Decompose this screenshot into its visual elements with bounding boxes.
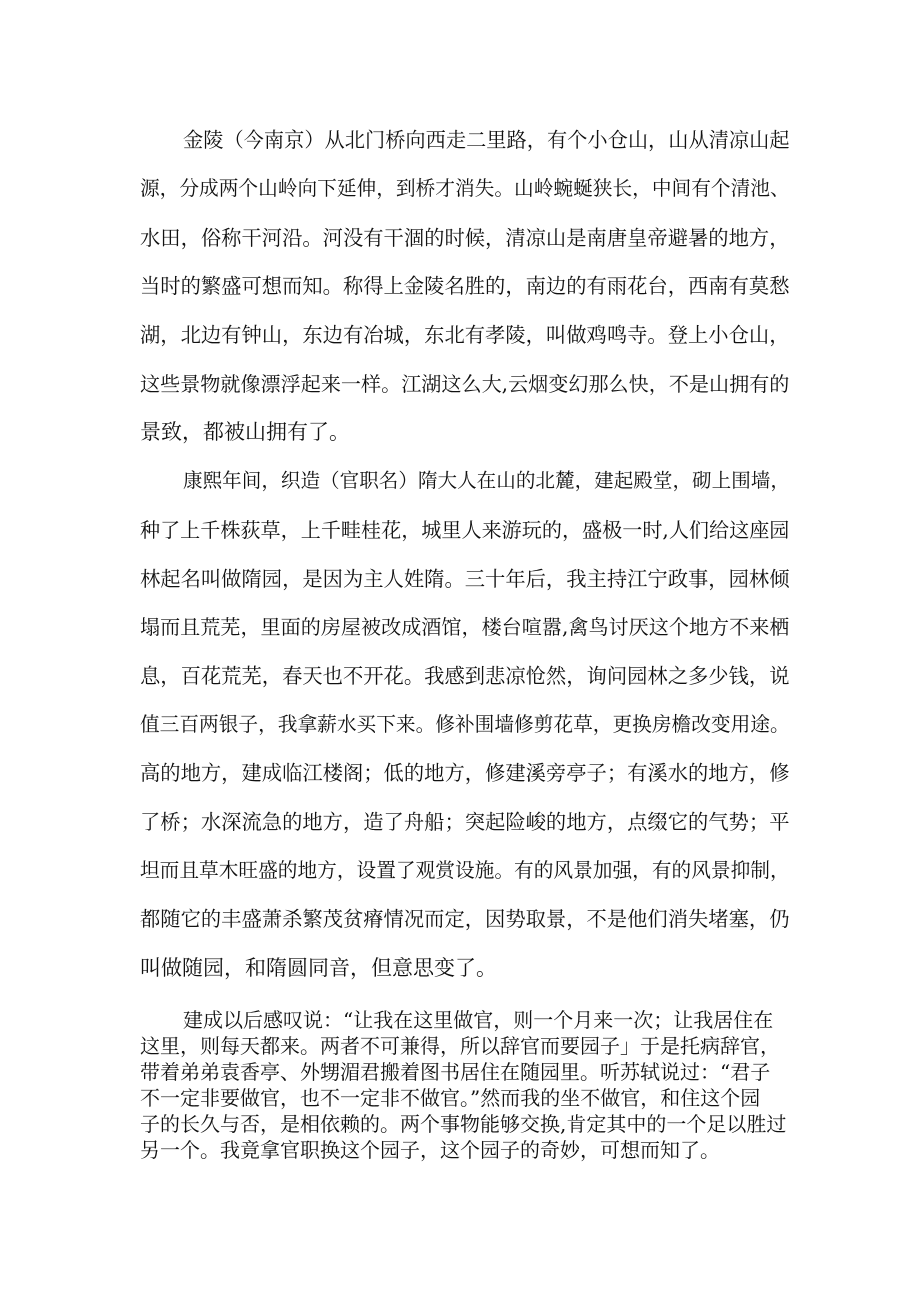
text-line: 高的地方，建成临江楼阁；低的地方，修建溪旁亭子；有溪水的地方，修	[140, 761, 790, 785]
text-line: 这里，则每天都来。两者不可兼得，所以辞官而要园子」于是托病辞官，	[140, 1034, 780, 1058]
text-line: 子的长久与否，是相依赖的。两个事物能够交换,肯定其中的一个足以胜过	[140, 1112, 787, 1136]
text-line: 种了上千株荻草，上千畦桂花，城里人来游玩的，盛极一时,人们给这座园	[140, 518, 790, 542]
text-line: 坦而且草木旺盛的地方，设置了观赏设施。有的风景加强，有的风景抑制，	[140, 859, 790, 882]
text-line: 了桥；水深流急的地方，造了舟船；突起险峻的地方，点缀它的气势；平	[140, 810, 790, 834]
text-line: 不一定非要做官，也不一定非不做官。”然而我的坐不做官，和住这个园	[140, 1086, 761, 1110]
text-line: 息，百花荒芜，春天也不开花。我感到悲凉怆然，询问园林之多少钱，说	[140, 664, 790, 688]
text-line: 这些景物就像漂浮起来一样。江湖这么大,云烟变幻那么快，不是山拥有的	[140, 372, 790, 396]
text-line: 另一个。我竟拿官职换这个园子，这个园子的奇妙，可想而知了。	[140, 1138, 720, 1162]
text-line: 金陵（今南京）从北门桥向西走二里路，有个小仓山，山从清凉山起	[183, 128, 790, 152]
text-line: 源，分成两个山岭向下延伸，到桥才消失。山岭蜿蜒狭长，中间有个清池、	[140, 177, 790, 200]
text-line: 湖，北边有钟山，东边有冶城，东北有孝陵，叫做鸡鸣寺。登上小仓山，	[140, 323, 790, 347]
text-line: 水田，俗称干河沿。河没有干涸的时候，清凉山是南唐皇帝避暑的地方，	[140, 226, 790, 250]
text-line: 建成以后感叹说：“让我在这里做官，则一个月来一次；让我居住在	[183, 1008, 774, 1032]
text-line: 景致，都被山拥有了。	[140, 420, 350, 444]
text-line: 康熙年间，织造（官职名）隋大人在山的北麓，建起殿堂，砌上围墙，	[183, 469, 790, 492]
text-line: 值三百两银子，我拿薪水买下来。修补围墙修剪花草，更换房檐改变用途。	[140, 713, 790, 736]
text-line: 林起名叫做隋园，是因为主人姓隋。三十年后，我主持江宁政事，园林倾	[140, 567, 790, 591]
text-line: 带着弟弟袁香亭、外甥湄君搬着图书居住在随园里。听苏轼说过：“君子	[140, 1060, 771, 1084]
text-line: 塌而且荒芜，里面的房屋被改成酒馆，楼台喧嚣,禽鸟讨厌这个地方不来栖	[140, 615, 790, 639]
text-line: 当时的繁盛可想而知。称得上金陵名胜的，南边的有雨花台，西南有莫愁	[140, 274, 790, 298]
text-line: 都随它的丰盛萧杀繁茂贫瘠情况而定，因势取景，不是他们消失堵塞，仍	[140, 907, 790, 931]
text-line: 叫做随园，和隋圆同音，但意思变了。	[140, 956, 497, 980]
